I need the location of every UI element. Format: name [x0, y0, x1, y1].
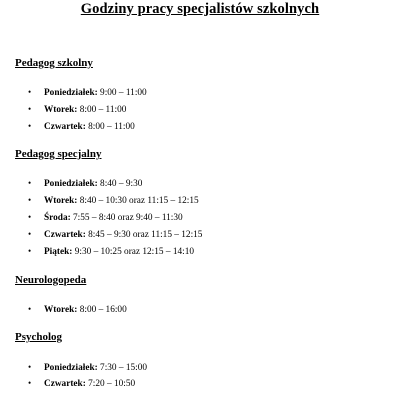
section-heading-pedagog-szkolny: Pedagog szkolny — [15, 57, 93, 69]
section-heading-psycholog: Psycholog — [15, 331, 63, 343]
day-label: Poniedziałek: — [44, 179, 98, 189]
list-item — [28, 120, 135, 133]
hours-text: 8:40 – 10:30 oraz 11:15 – 12:15 — [77, 196, 199, 206]
hours-text: 7:30 – 15:00 — [97, 363, 148, 373]
day-label: Poniedziałek: — [44, 88, 98, 98]
day-label: Wtorek: — [44, 196, 78, 206]
hours-text: 9:30 – 10:25 oraz 12:15 – 14:10 — [72, 247, 195, 257]
bullet-icon: • — [28, 304, 32, 314]
bullet-icon: • — [28, 246, 32, 256]
section-heading-neurologopeda: Neurologopeda — [15, 274, 87, 286]
list-item — [28, 86, 147, 99]
bullet-icon: • — [28, 121, 32, 131]
hours-text: 9:00 – 11:00 — [97, 88, 147, 98]
page-title: Godziny pracy specjalistów szkolnych — [80, 1, 320, 17]
bullet-icon: • — [28, 378, 32, 388]
list-item — [28, 245, 194, 258]
day-label: Środa: — [44, 213, 71, 223]
list-item — [28, 303, 127, 316]
bullet-icon: • — [28, 362, 32, 372]
day-label: Czwartek: — [44, 230, 86, 240]
list-item — [28, 361, 147, 374]
hours-text: 8:45 – 9:30 oraz 11:15 – 12:15 — [85, 230, 203, 240]
day-label: Wtorek: — [44, 105, 78, 115]
day-label: Wtorek: — [44, 305, 78, 315]
list-item — [28, 103, 126, 116]
bullet-icon: • — [28, 104, 32, 114]
bullet-icon: • — [28, 195, 32, 205]
day-label: Piątek: — [44, 247, 73, 257]
bullet-icon: • — [28, 178, 32, 188]
list-item — [28, 177, 142, 190]
bullet-icon: • — [28, 87, 32, 97]
day-label: Czwartek: — [44, 122, 86, 132]
hours-text: 8:00 – 16:00 — [77, 305, 127, 315]
list-item — [28, 228, 202, 241]
list-item — [28, 194, 199, 207]
day-label: Czwartek: — [44, 379, 86, 389]
hours-text: 8:40 – 9:30 — [97, 179, 143, 189]
bullet-icon: • — [28, 212, 32, 222]
day-label: Poniedziałek: — [44, 363, 98, 373]
hours-text: 8:00 – 11:00 — [85, 122, 135, 132]
list-item — [28, 377, 135, 390]
hours-text: 8:00 – 11:00 — [77, 105, 127, 115]
bullet-icon: • — [28, 229, 32, 239]
hours-text: 7:20 – 10:50 — [85, 379, 136, 389]
list-item — [28, 211, 183, 224]
section-heading-pedagog-specjalny: Pedagog specjalny — [15, 148, 102, 160]
hours-text: 7:55 – 8:40 oraz 9:40 – 11:30 — [70, 213, 183, 223]
